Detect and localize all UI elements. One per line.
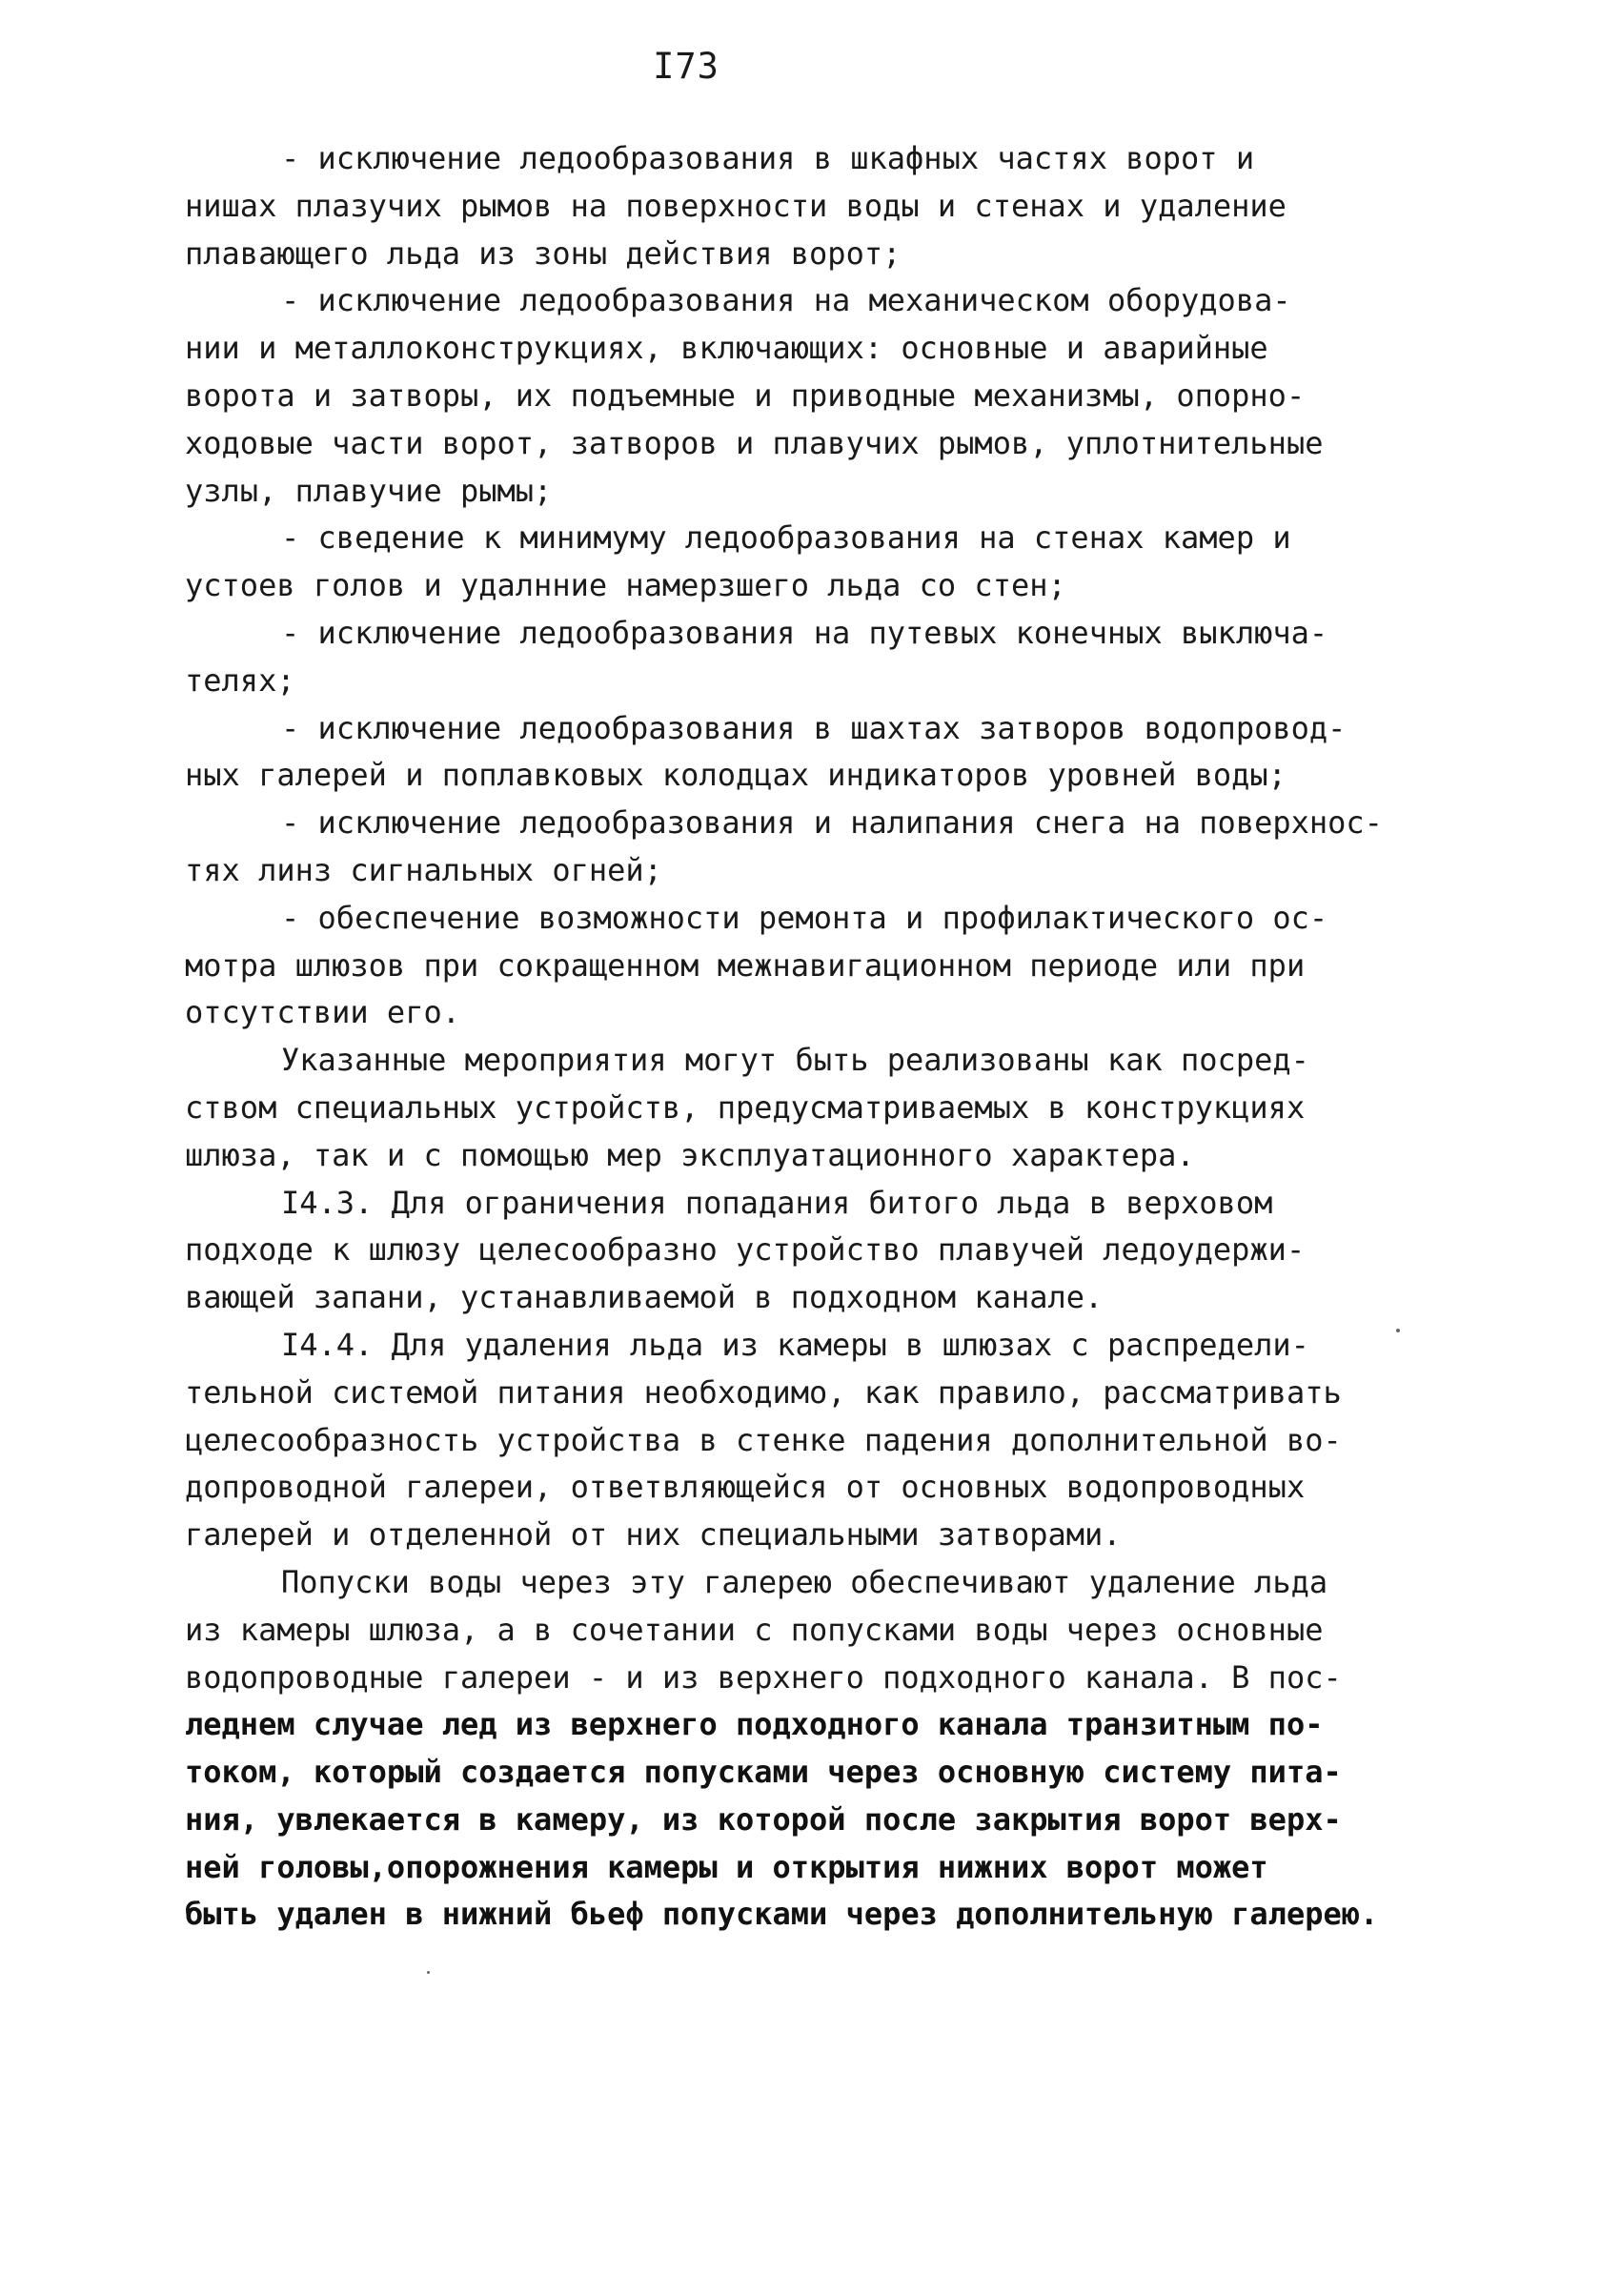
text-line: устоев голов и удалнние намерзшего льда со стен;	[185, 567, 1066, 604]
text-line: - исключение ледообразования в шахтах затворов водопровод-	[281, 709, 1347, 746]
text-line: узлы, плавучие рымы;	[185, 472, 553, 509]
scan-speck	[1396, 1329, 1400, 1332]
text-line: Указанные мероприятия могут быть реализованы как посред-	[281, 1042, 1309, 1079]
text-line: - исключение ледообразования на механическом оборудова-	[281, 282, 1291, 319]
text-line: ходовые части ворот, затворов и плавучих рымов, уплотнительные	[185, 424, 1324, 461]
page-number: I73	[653, 46, 719, 87]
text-line: быть удален в нижний бьеф попусками через дополнительную галерею.	[185, 1896, 1379, 1933]
text-line: тельной системой питания необходимо, как правило, рассматривать	[185, 1373, 1342, 1411]
text-line: - обеспечение возможности ремонта и профилактического ос-	[281, 899, 1328, 936]
text-line: водопроводные галереи - и из верхнего подходного канала. В пос-	[185, 1658, 1342, 1696]
text-line: ных галерей и поплавковых колодцах индикаторов уровней воды;	[185, 757, 1287, 794]
text-line: тях линз сигнальных огней;	[185, 851, 662, 888]
text-line: вающей запани, устанавливаемой в подходном канале.	[185, 1279, 1104, 1316]
text-line: - исключение ледообразования и налипания снега на поверхнос-	[281, 804, 1383, 842]
text-line: подходе к шлюзу целесообразно устройство плавучей ледоудержи-	[185, 1231, 1306, 1269]
text-line: - исключение ледообразования в шкафных частях ворот и	[281, 140, 1255, 176]
scan-speck	[427, 1971, 430, 1974]
text-line: плавающего льда из зоны действия ворот;	[185, 234, 902, 272]
text-line: током, который создается попусками через основную систему пита-	[185, 1754, 1342, 1791]
text-line: нии и металлоконструкциях, включающих: основные и аварийные	[185, 330, 1268, 367]
document-body	[185, 135, 1471, 1939]
text-line: леднем случае лед из верхнего подходного канала транзитным по-	[185, 1706, 1324, 1743]
text-line: ния, увлекается в камеру, из которой после закрытия ворот верх-	[185, 1800, 1342, 1838]
text-line: отсутствии его.	[185, 994, 460, 1031]
text-line: - исключение ледообразования на путевых конечных выключа-	[281, 614, 1328, 651]
text-line: мотра шлюзов при сокращенном межнавигационном периоде или при	[185, 946, 1306, 984]
text-line: галерей и отделенной от них специальными затворами.	[185, 1516, 1122, 1554]
text-line: ворота и затворы, их подъемные и приводные механизмы, опорно-	[185, 376, 1306, 414]
text-line: телях;	[185, 661, 295, 699]
text-line: I4.4. Для удаления льда из камеры в шлюзах с распредели-	[281, 1326, 1309, 1363]
text-line: допроводной галереи, ответвляющейся от основных водопроводных	[185, 1469, 1306, 1506]
text-line: - сведение к минимуму ледообразования на стенах камер и	[281, 519, 1291, 557]
text-line: I4.3. Для ограничения попадания битого льда в верховом	[281, 1184, 1273, 1221]
text-line: Попуски воды через эту галерею обеспечивают удаление льда	[281, 1563, 1328, 1600]
text-line: ней головы,опорожнения камеры и открытия нижних ворот может	[185, 1848, 1268, 1885]
text-line: ством специальных устройств, предусматриваемых в конструкциях	[185, 1088, 1306, 1126]
text-line: нишах плазучих рымов на поверхности воды и стенах и удаление	[185, 187, 1287, 224]
text-line: целесообразность устройства в стенке падения дополнительной во-	[185, 1421, 1342, 1458]
text-line: из камеры шлюза, а в сочетании с попусками воды через основные	[185, 1611, 1324, 1648]
text-line: шлюза, так и с помощью мер эксплуатационного характера.	[185, 1136, 1195, 1173]
